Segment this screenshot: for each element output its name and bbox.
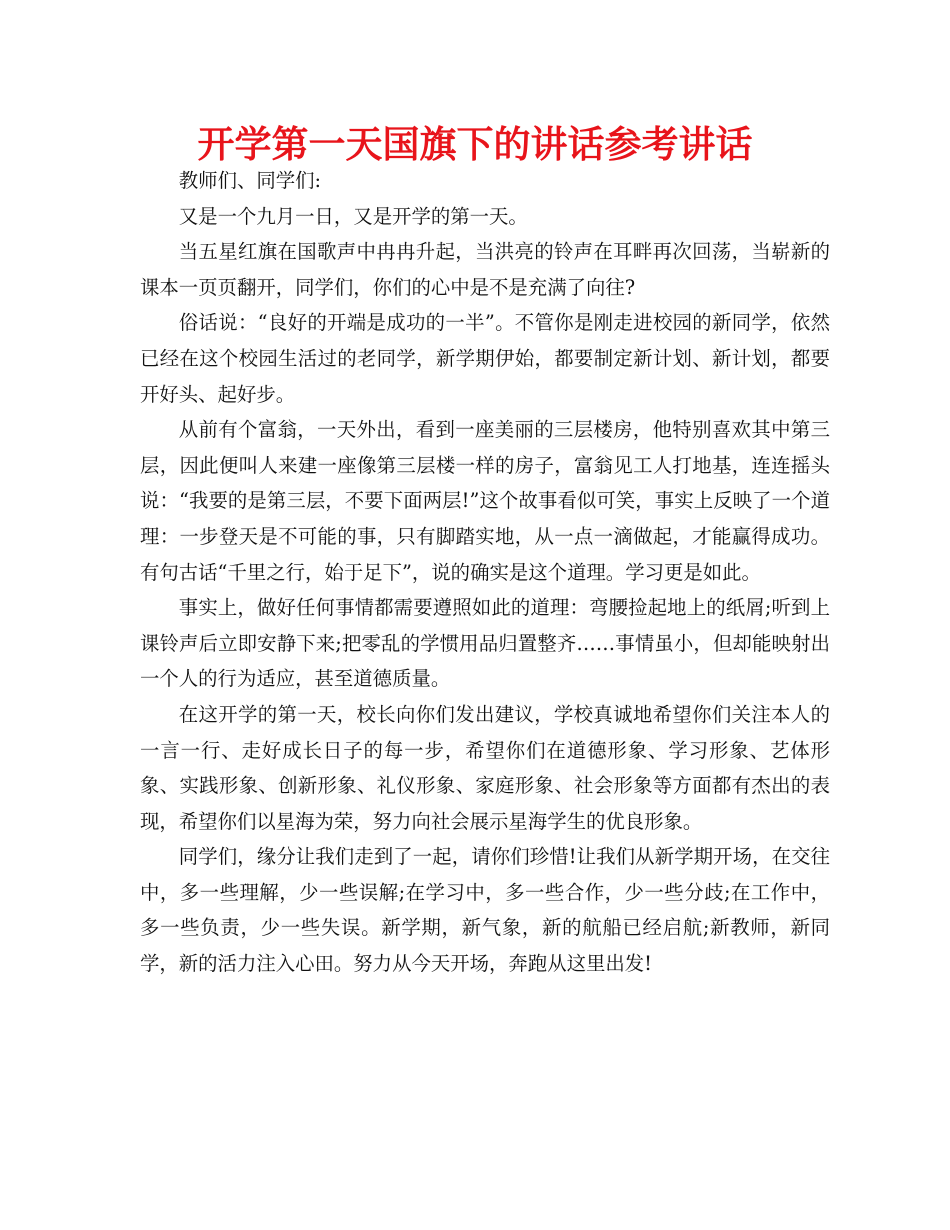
paragraph: 当五星红旗在国歌声中冉冉升起，当洪亮的铃声在耳畔再次回荡，当崭新的课本一页页翻开，同学们，你们的心中是不是充满了向往?	[140, 240, 830, 299]
document-body	[140, 163, 830, 982]
paragraph: 同学们，缘分让我们走到了一起，请你们珍惜!让我们从新学期开场，在交往中，多一些理解，少一些误解;在学习中，多一些合作，少一些分歧;在工作中，多一些负责，少一些失误。新学期，新气象，新的航船已经启航;新教师，新同学，新的活力注入心田。努力从今天开场，奔跑从这里出发!	[140, 845, 830, 976]
paragraph: 在这开学的第一天，校长向你们发出建议，学校真诚地希望你们关注本人的一言一行、走好成长日子的每一步，希望你们在道德形象、学习形象、艺体形象、实践形象、创新形象、礼仪形象、家庭形象、社会形象等方面都有杰出的表现，希望你们以星海为荣，努力向社会展示星海学生的优良形象。	[140, 702, 830, 833]
paragraph: 又是一个九月一日，又是开学的第一天。	[178, 204, 528, 228]
paragraph-greeting: 教师们、同学们:	[178, 169, 322, 192]
paragraph: 从前有个富翁，一天外出，看到一座美丽的三层楼房，他特别喜欢其中第三层，因此便叫人来建一座像第三层楼一样的房子，富翁见工人打地基，连连摇头说：“我要的是第三层，不要下面两层!”这个故事看似可笑，事实上反映了一个道理：一步登天是不可能的事，只有脚踏实地，从一点一滴做起，才能赢得成功。有句古话“千里之行，始于足下”，说的确实是这个道理。学习更是如此。	[140, 418, 830, 584]
paragraph: 事实上，做好任何事情都需要遵照如此的道理：弯腰捡起地上的纸屑;听到上课铃声后立即安静下来;把零乱的学惯用品归置整齐……事情虽小，但却能映射出一个人的行为适应，甚至道德质量。	[140, 596, 830, 691]
document-title: 开学第一天国旗下的讲话参考讲话	[197, 123, 753, 166]
paragraph: 俗话说：“良好的开端是成功的一半”。不管你是刚走进校园的新同学，依然已经在这个校园生活过的老同学，新学期伊始，都要制定新计划、新计划，都要开好头、起好步。	[140, 311, 830, 406]
